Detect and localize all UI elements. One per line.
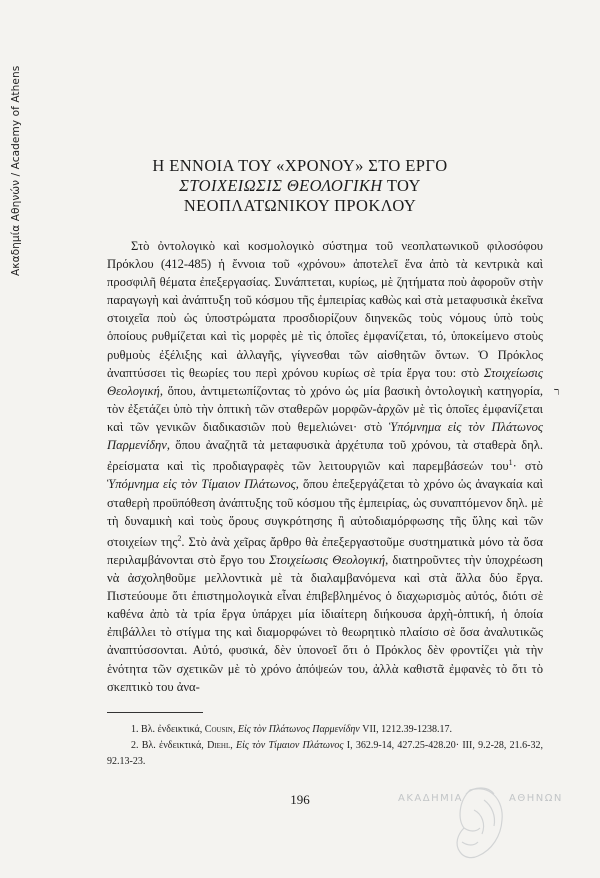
- footnote-work: Εἰς τὸν Πλάτωνος Παρμενίδην: [237, 724, 360, 735]
- footnote-ref-2: 2: [177, 533, 182, 543]
- body-text-run: Στὸ ὀντολογικὸ καὶ κοσμολογικὸ σύστημα τοῦ νεοπλατωνικοῦ φιλοσόφου Πρόκλου (412-485) ἡ ἔννοια τοῦ «χρόνου» ἀποτελεῖ ἕνα ἀπὸ τὰ κεντρικὰ καὶ προσφιλῆ θέματα ἐπεξεργασίας. Συνάπτεται, κυρίως, μὲ ζητήματα ποὺ ἀφοροῦν στὴν παραγωγὴ καὶ ἀνάπτυξη τοῦ κόσμου τῆς ἐμπειρίας καθὼς καὶ στὰ μεταφυσικὰ ἐκεῖνα στοιχεῖα ποὺ ὡς ὑποστρώματα προσδιορίζουν διηνεκῶς τοὺς νόμους ὑπὸ τοὺς ὁποίους ρυθμίζεται καὶ τὶς μορφὲς μὲ τὶς ὁποῖες ἐμφανίζεται, τό, ὑποκείμενο στοὺς ρυθμοὺς ἐξέλιξης καὶ ἀλλαγῆς, γίγνεσθαι τῶν αἰσθητῶν ὄντων. Ὁ Πρόκλος ἀναπτύσσει τὶς θεωρίες του περὶ χρόνου κυρίως σὲ τρία ἔργα του: στὸ: [107, 239, 543, 380]
- body-text-run: . Στὸ ἀνὰ χεῖρας ἄρθρο θὰ ἐπεξεργαστοῦμε συστηματικὰ μόνο τὰ ὅσα περιλαμβάνονται στὸ ἔργο του: [107, 534, 543, 567]
- footnote-1: [107, 722, 543, 738]
- title-line-3: ΝΕΟΠΛΑΤΩΝΙΚΟΥ ΠΡΟΚΛΟΥ: [183, 196, 417, 215]
- watermark-word-right: ΑΘΗΝΩΝ: [509, 793, 563, 804]
- body-text-run: , ὅπου ἀναζητᾶ τὰ μεταφυσικὰ ἀρχέτυπα τοῦ χρόνου, τὰ σταθερὰ δηλ. ἐρείσματα καὶ τὶς προδιαγραφὲς τῶν λειτουργιῶν καὶ παρεμβάσεών του: [107, 438, 543, 474]
- body-italic-title: Ὑπόμνημα εἰς τὸν Πλάτωνος Παρμενίδην: [107, 419, 544, 453]
- body-paragraph: [107, 237, 543, 696]
- body-text-run: , ὅπου ἐπεξεργάζεται τὸ χρόνο ὡς ἀναγκαία καὶ σταθερὴ προϋπόθεση ἀνάπτυξης τοῦ κόσμου τῆς ἐμπειρίας, ὡς συναπτόμενον δηλ. μὲ τὴ δυναμικὴ καὶ τοὺς ὅρους συγκρότησης ἢ αὐτοδιαμόρφωσης τῆς ὕλης καὶ τῶν στοιχείων της: [107, 477, 543, 549]
- footnote-text: 2. Βλ. ἐνδεικτικά,: [131, 740, 208, 751]
- title-line-2: [120, 176, 480, 196]
- footnote-text: ,: [232, 724, 238, 735]
- article-title: [120, 156, 480, 216]
- footnote-text: ,: [230, 740, 236, 751]
- footnote-2: [107, 738, 543, 770]
- footnote-text: 1. Βλ. ἐνδεικτικά,: [131, 724, 205, 735]
- footnote-text: I, 362.9-14, 427.25-428.20· III, 9.2-28, 21.6-32, 92.13-23.: [107, 740, 544, 767]
- page-number: 196: [290, 792, 310, 807]
- margin-mark: ר: [554, 385, 560, 398]
- footnote-author: Cousin: [204, 724, 233, 735]
- footnote-work: Εἰς τὸν Τίμαιον Πλάτωνος: [236, 740, 344, 751]
- title-line-1: Η ΕΝΝΟΙΑ ΤΟΥ «ΧΡΟΝΟΥ» ΣΤΟ ΕΡΓΟ: [152, 156, 448, 175]
- body-italic-title: Στοιχείωσις Θεολογική: [107, 365, 543, 398]
- body-text-run: · στὸ: [512, 459, 543, 474]
- footnote-rule: [107, 712, 203, 713]
- title-work-name: ΣΤΟΙΧΕΙΩΣΙΣ ΘΕΟΛΟΓΙΚΗ: [179, 176, 383, 195]
- title-line-2-rest: ΤΟΥ: [382, 176, 421, 195]
- footnote-ref-1: 1: [508, 458, 513, 468]
- body-italic-title: Ὑπόμνημα εἰς τὸν Τίμαιον Πλάτωνος: [107, 477, 296, 492]
- footnote-text: VII, 1212.39-1238.17.: [359, 724, 452, 735]
- footnotes: [107, 722, 543, 770]
- academy-watermark: [374, 780, 584, 870]
- side-label: Ακαδημία Αθηνών / Academy of Athens: [10, 65, 22, 276]
- body-text-run: , διατηροῦντες τὴν ὑποχρέωση νὰ ἀσχοληθοῦμε μελλοντικὰ μὲ τὰ διαλαμβανόμενα καὶ στὰ ἄλλα δύο ἔργα. Πιστεύουμε ὅτι ἐπιστημολογικὰ εἶναι ἐπιβεβλημένος ὁ διαχωρισμὸς αὐτός, διότι σὲ καθένα ἀπὸ τὰ τρία ἔργα ὑπάρχει μία ἰδιαίτερη διήκουσα ἀρχὴ-ὀπτική, ἡ ὁποία ἐπιβάλλει τὸ στίγμα της καὶ διαμορφώνει τὸ θεωρητικὸ πλαίσιο σὲ ὅσα ἀναλυτικῶς ἀναπτύσσονται. Αὐτό, φυσικά, δὲν ὑπονοεῖ ὅτι ὁ Πρόκλος δὲν φροντίζει γιὰ τὴν ἑνότητα τῶν σχετικῶν μὲ τὸ χρόνο ἀπόψεών του, ἀλλὰ καθιστᾶ ἐμφανὲς τὸ ὅτι τὸ σκεπτικὸ του ἀνα-: [107, 552, 543, 694]
- footnote-author: Diehl: [207, 740, 231, 751]
- watermark-word-left: ΑΚΑΔΗΜΙΑ: [398, 793, 464, 804]
- body-italic-title: Στοιχείωσις Θεολογική: [269, 552, 386, 567]
- body-text-run: , ὅπου, ἀντιμετωπίζοντας τὸ χρόνο ὡς μία βασικὴ ὀντολογικὴ κατηγορία, τὸν ἐξετάζει ὑπὸ τὴν ὀπτικὴ τῶν σταθερῶν μορφῶν-ἀρχῶν μὲ τὶς ὁποῖες ἐμφανίζεται καὶ τῶν γενικῶν διαδικασιῶν ποὺ θεμελιώνει· στὸ: [107, 383, 543, 434]
